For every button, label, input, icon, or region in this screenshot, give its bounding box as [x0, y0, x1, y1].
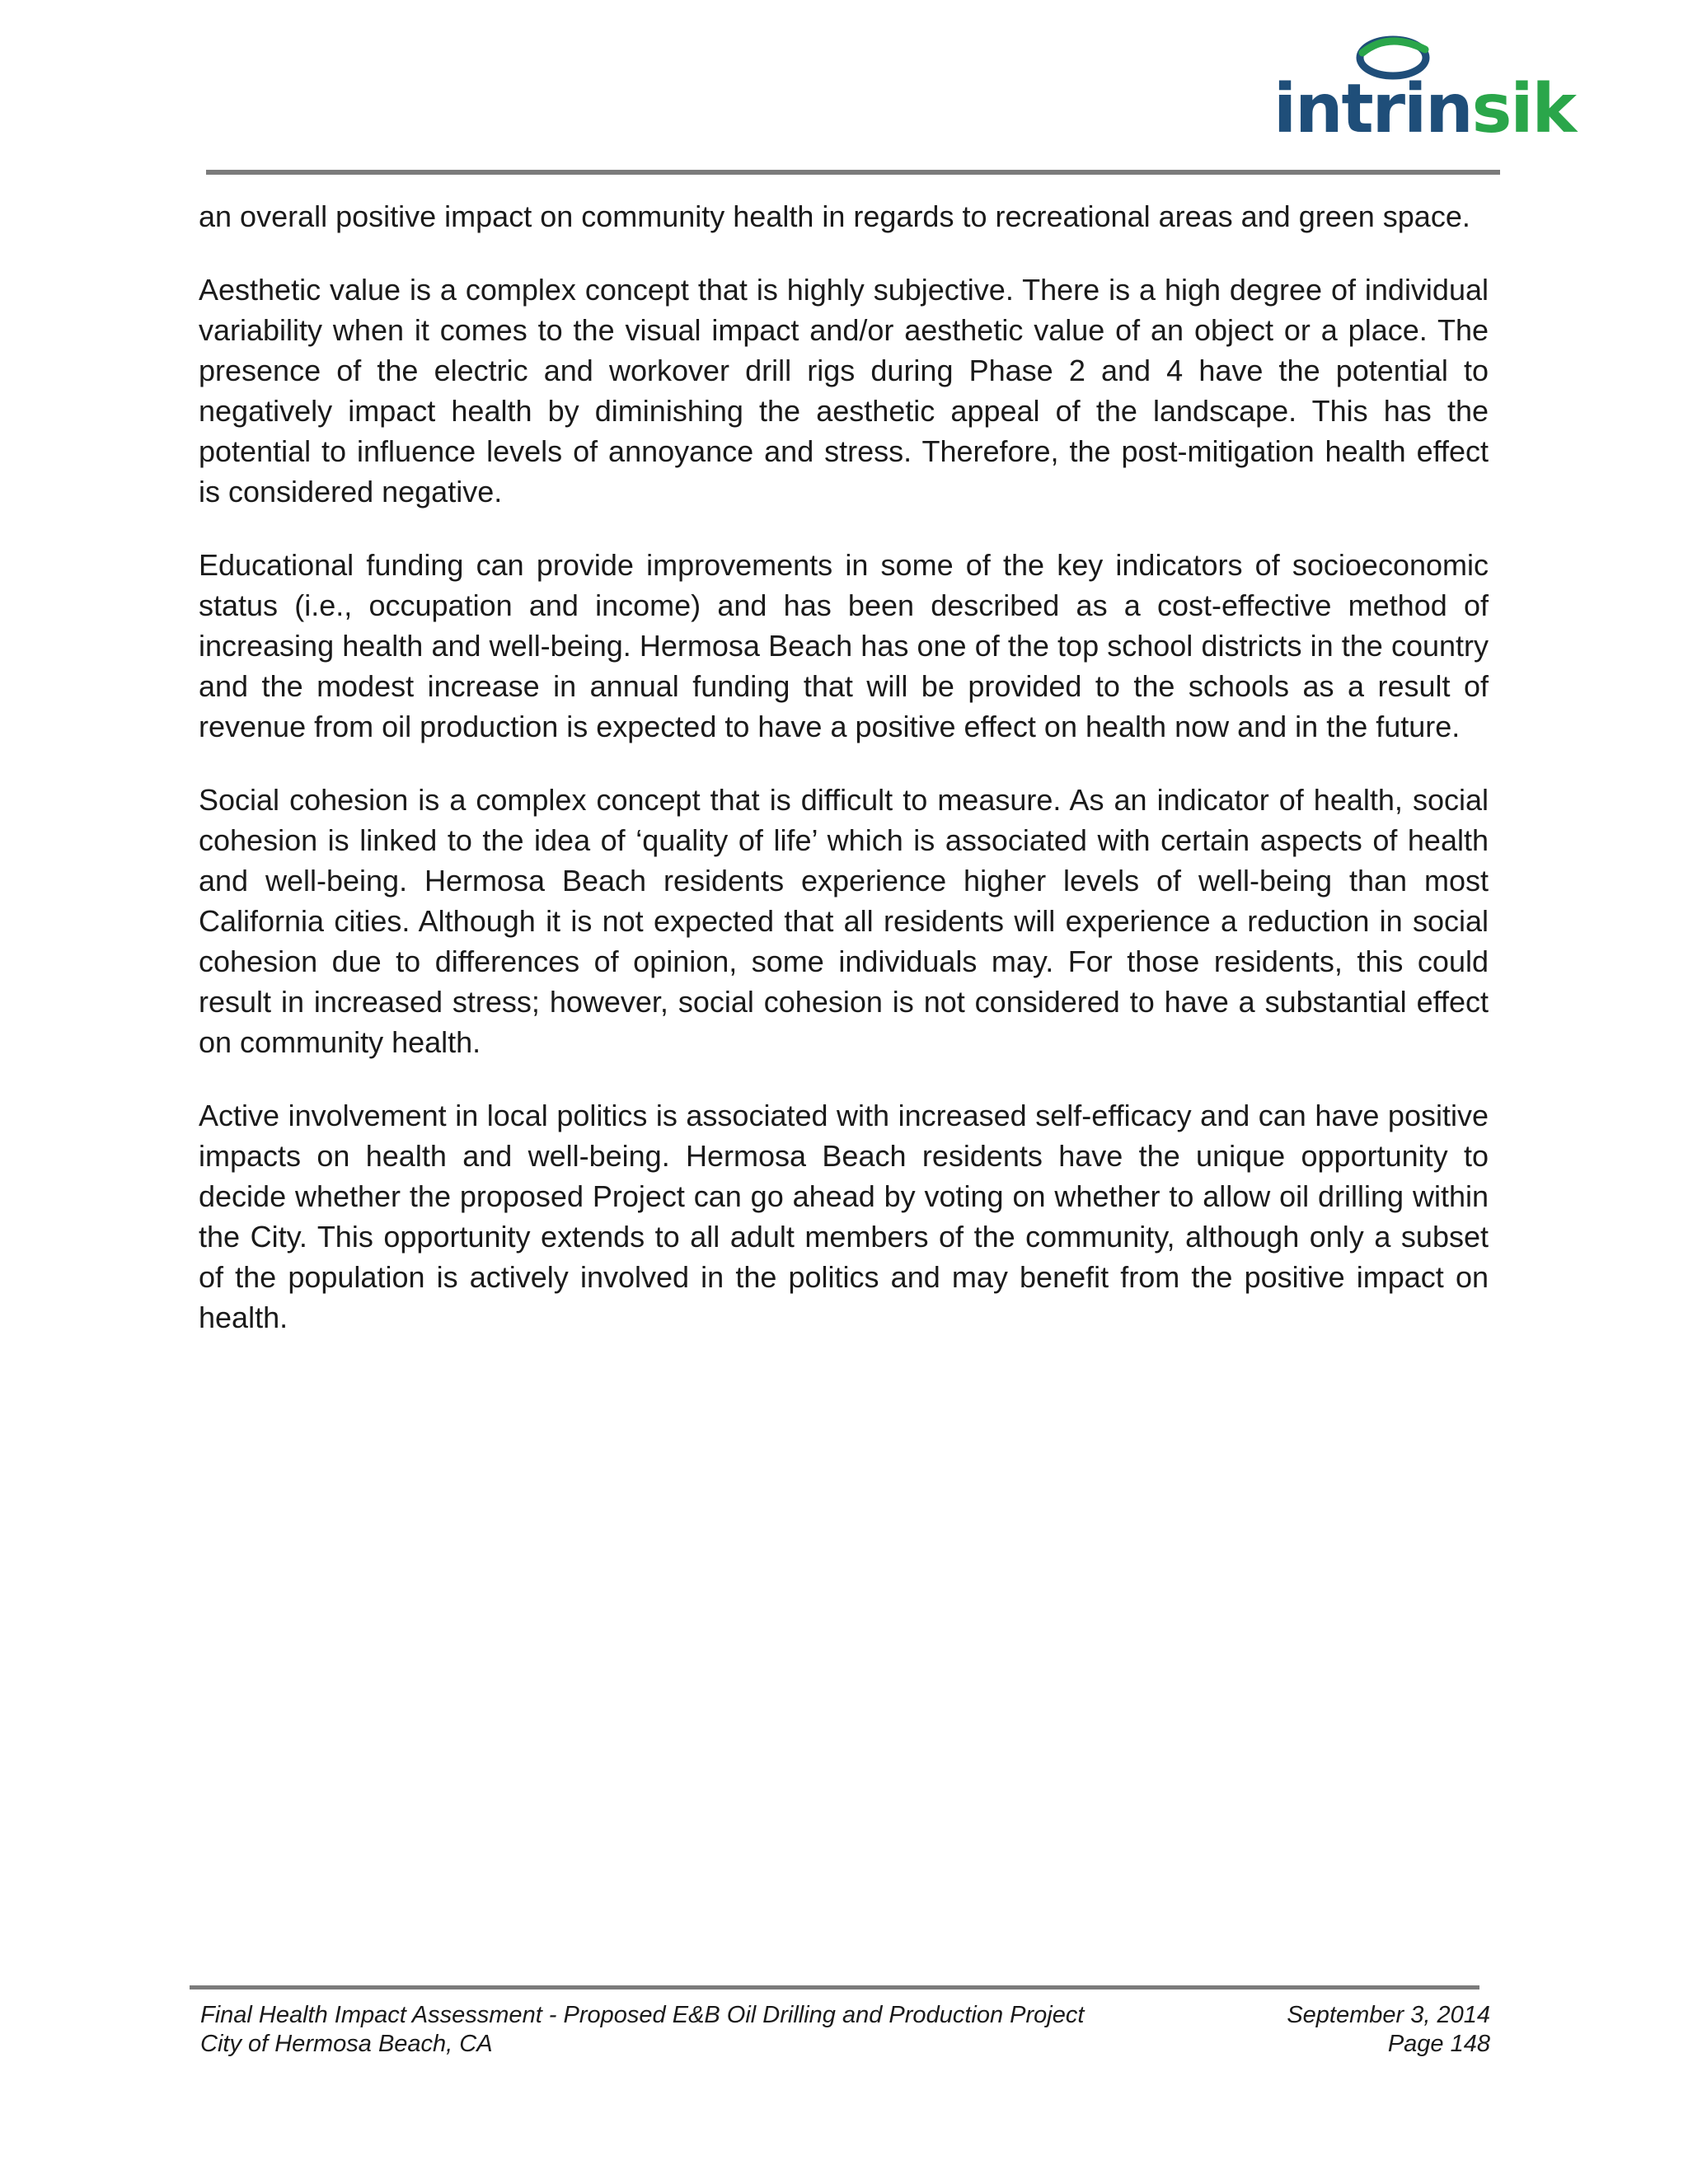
header-divider [206, 170, 1500, 175]
paragraph: Aesthetic value is a complex concept that is highly subjective. There is a high degree of individual variability when it comes to the visual impact and/or aesthetic value of an object or a place. The presence of the electric and workover drill rigs during Phase 2 and 4 have the potential to negatively impact health by diminishing the aesthetic appeal of the landscape. This has the potential to influence levels of annoyance and stress. Therefore, the post-mitigation health effect is considered negative. [199, 273, 1489, 509]
intrinsik-logo [1273, 33, 1576, 148]
logo-text-part2: sik [1471, 70, 1576, 148]
footer-row [200, 2030, 1490, 2059]
footer-row [200, 2001, 1490, 2030]
document-body [199, 196, 1489, 1371]
page-footer [200, 2001, 1490, 2059]
paragraph: an overall positive impact on community health in regards to recreational areas and green space. [199, 199, 1470, 233]
footer-date: September 3, 2014 [1287, 2002, 1490, 2028]
footer-location: City of Hermosa Beach, CA [200, 2031, 493, 2057]
paragraph: Social cohesion is a complex concept that is difficult to measure. As an indicator of health, social cohesion is linked to the idea of ‘quality of life’ which is associated with certain aspects of health and well-being. Hermosa Beach residents experience higher levels of well-being than most California cities. Although it is not expected that all residents will experience a reduction in social cohesion due to differences of opinion, some individuals may. For those residents, this could result in increased stress; however, social cohesion is not considered to have a substantial effect on community health. [199, 783, 1489, 1059]
footer-page-number: Page 148 [1387, 2031, 1490, 2057]
paragraph: Active involvement in local politics is associated with increased self-efficacy and can have positive impacts on health and well-being. Hermosa Beach residents have the unique opportunity to decide whether the proposed Project can go ahead by voting on whether to allow oil drilling within the City. This opportunity extends to all adult members of the community, although only a subset of the population is actively involved in the politics and may benefit from the positive impact on health. [199, 1099, 1489, 1334]
footer-divider [190, 1985, 1479, 1990]
footer-document-title: Final Health Impact Assessment - Proposed E&B Oil Drilling and Production Project [200, 2002, 1085, 2028]
logo-text-part1: intrin [1273, 70, 1472, 148]
paragraph: Educational funding can provide improvements in some of the key indicators of socioeconomic status (i.e., occupation and income) and has been described as a cost-effective method of increasing health and well-being. Hermosa Beach has one of the top school districts in the country and the modest increase in annual funding that will be provided to the schools as a result of revenue from oil production is expected to have a positive effect on health now and in the future. [199, 548, 1489, 743]
logo-wordmark [1273, 70, 1576, 148]
